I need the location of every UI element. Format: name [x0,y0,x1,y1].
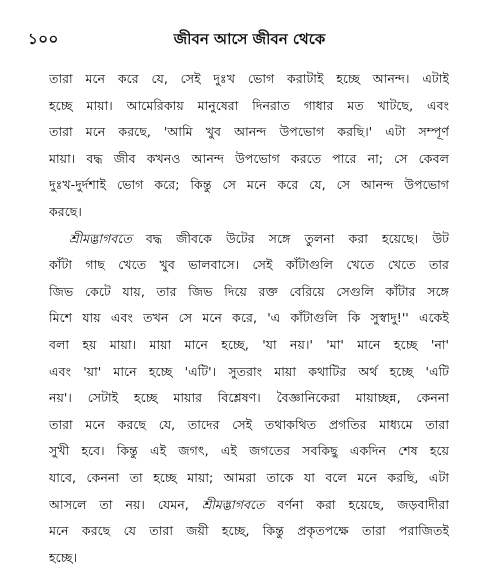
text-span: বর্ণনা করা হয়েছে, জড়বাদীরা [264,496,449,512]
text-line: বলা হয় মায়া। মায়া মানে হচ্ছে, 'যা নয়।' 'মা' মানে হচ্ছে 'না' [49,336,449,352]
text-line: তারা মনে করছে, 'আমি খুব আনন্দ উপভোগ করছি।' এটা সম্পূর্ণ [49,124,449,140]
text-line: এবং 'য়া' মানে হচ্ছে 'এটি'। সুতরাং মায়া কথাটির অর্থ হচ্ছে 'এটি [49,363,449,379]
body-text [49,66,449,571]
text-line: মায়া। বদ্ধ জীব কখনও আনন্দ উপভোগ করতে পারে না; সে কেবল [49,150,449,166]
book-title-italic: শ্রীমদ্ভাগবতে [69,230,132,246]
paragraph-first-line [49,226,449,253]
text-span: বদ্ধ জীবকে উটের সঙ্গে তুলনা করা হয়েছে। উট [131,230,449,246]
page-header [28,28,441,52]
text-line: তারা মনে করে যে, সেই দুঃখ ভোগ করাটাই হচ্ছে আনন্দ। এটাই [49,71,449,86]
text-line: যাবে, কেননা তা হচ্ছে মায়া; আমরা তাকে যা বলে মনে করছি, এটা [49,469,449,485]
text-line: মিশে যায় এবং তখন সে মনে করে, 'এ কাঁটাগুলি কি সুস্বাদু!'' একেই [49,310,449,326]
text-line: হচ্ছে মায়া। আমেরিকায় মানুষেরা দিনরাত গাধার মত খাটছে, এবং [49,97,449,113]
text-line: সুখী হবে। কিন্তু এই জগৎ, এই জগতের সবকিছু একদিন শেষ হয়ে [49,443,449,459]
text-line: হচ্ছে। [49,549,78,565]
text-line: নয়'। সেটাই হচ্ছে মায়ার বিশ্লেষণ। বৈজ্ঞানিকেরা মায়াচ্ছন্ন, কেননা [49,390,449,406]
running-title: জীবন আসে জীবন থেকে [173,30,326,48]
book-title-italic: শ্রীমদ্ভাগবতে [201,496,265,512]
text-line: তারা মনে করছে যে, তাদের সেই তথাকথিত প্রগতির মাধ্যমে তারা [49,416,449,432]
text-line: মনে করছে যে তারা জয়ী হচ্ছে, কিন্তু প্রকৃতপক্ষে তারা পরাজিতই [49,523,449,539]
page-number: ১০০ [28,30,59,48]
text-line: কাঁটা গাছ খেতে খুব ভালবাসে। সেই কাঁটাগুলি খেতে খেতে তার [49,257,449,273]
text-line-with-italic [49,492,449,519]
text-line: জিভ কেটে যায়, তার জিভ দিয়ে রক্ত বেরিয়ে সেগুলি কাঁটার সঙ্গে [49,283,449,299]
text-line: করছে। [49,203,82,219]
text-line: দুঃখ-দুর্দশাই ভোগ করে; কিন্তু সে মনে করে যে, সে আনন্দ উপভোগ [49,177,449,193]
text-span: আসলে তা নয়। যেমন, [49,496,202,512]
